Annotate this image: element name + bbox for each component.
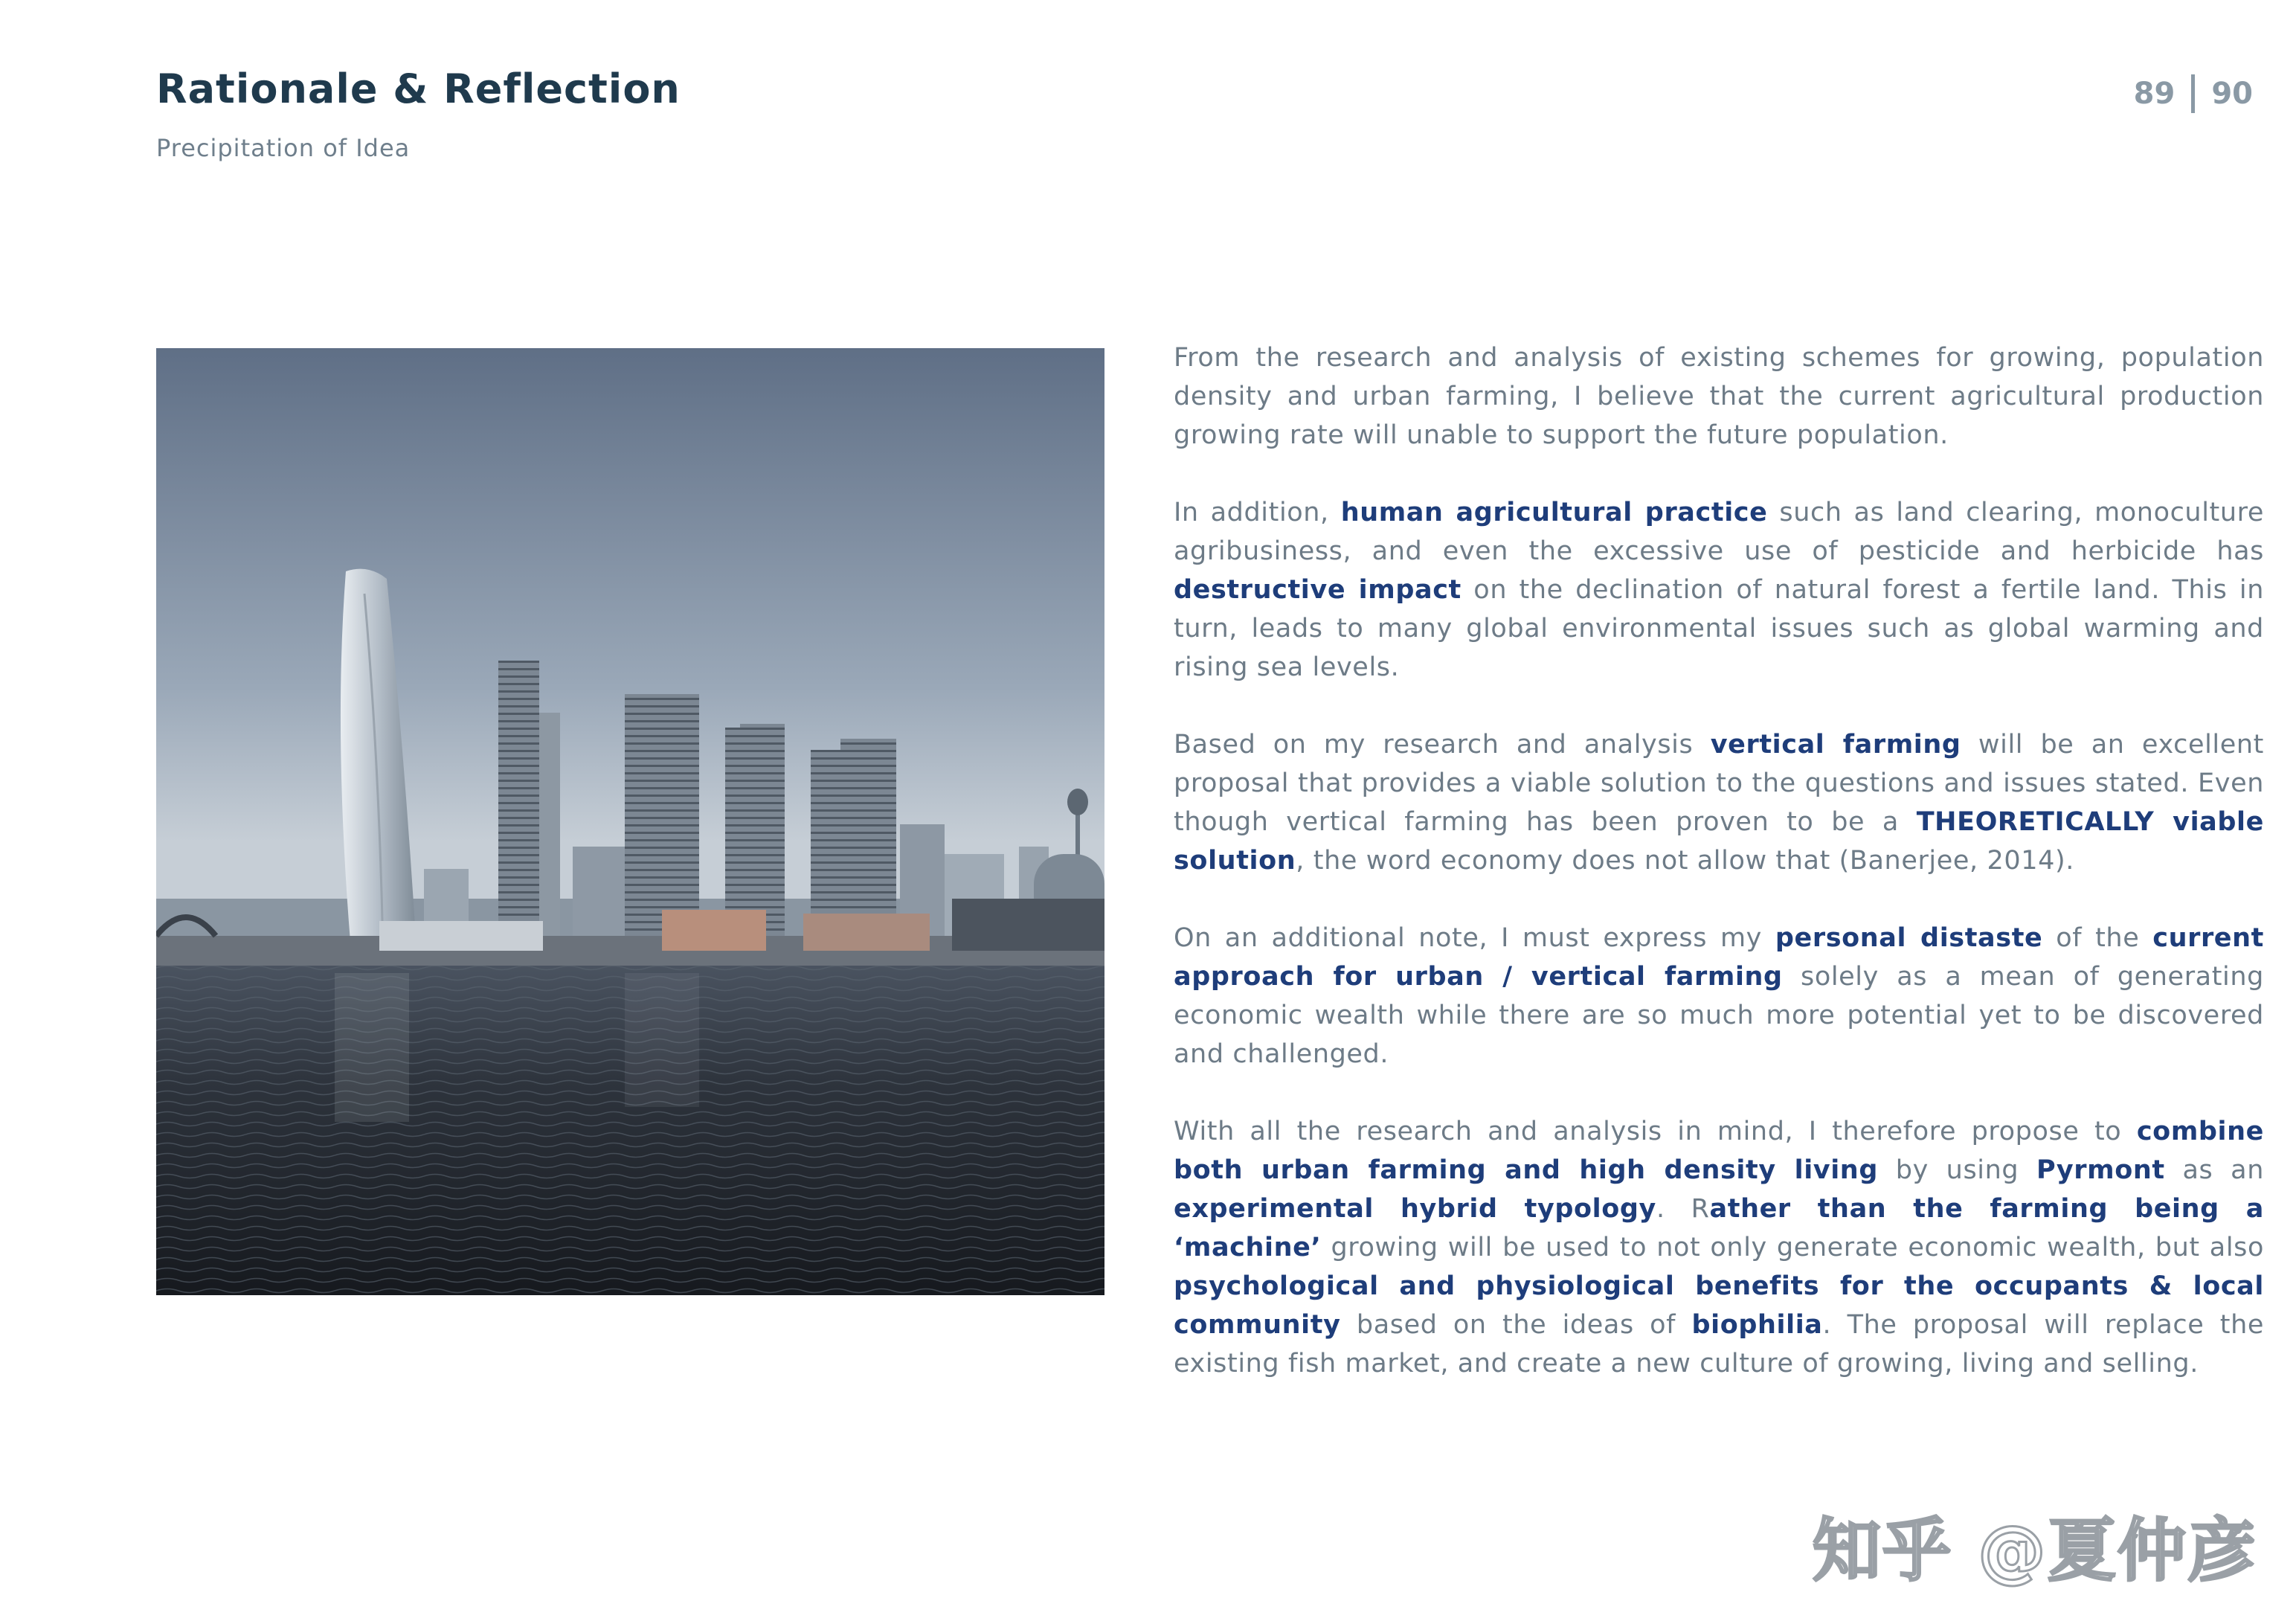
emphasis-text: personal distaste (1775, 923, 2043, 953)
text-run: such as land clearing, monoculture agribusiness, and even the excessive use of pesticide and herbicide has (1174, 498, 2265, 566)
text-run: In addition, (1174, 498, 1341, 527)
text-run: growing will be used to not only generate economic wealth, but also (1321, 1233, 2264, 1262)
text-run: based on the ideas of (1340, 1310, 1692, 1340)
skyline-photo (156, 348, 1104, 1295)
text-run: as an (2164, 1155, 2264, 1185)
page-number-divider (2191, 74, 2195, 113)
emphasis-text: biophilia (1691, 1310, 1823, 1340)
emphasis-text: destructive impact (1174, 575, 1461, 605)
paragraph-2 (1174, 493, 2264, 687)
emphasis-text: ather than the farming being a ‘machine’ (1174, 1194, 2264, 1262)
paragraph-5 (1174, 1112, 2264, 1383)
text-run: of the (2042, 923, 2153, 953)
text-run: . The proposal will replace the existing fish market, and create a new culture of growing, living and selling. (1174, 1310, 2264, 1379)
text-run: With all the research and analysis in mind, I therefore propose to (1174, 1117, 2137, 1146)
text-run: solely as a mean of generating economic wealth while there are so much more potential yet to be discovered and challenged. (1174, 962, 2264, 1069)
paragraph-3 (1174, 725, 2264, 880)
text-run: . R (1656, 1194, 1710, 1224)
paragraph-1-text: From the research and analysis of existing schemes for growing, population density and urban farming, I believe that the current agricultural production growing rate will unable to support the future population. (1174, 343, 2264, 450)
paragraph-4 (1174, 919, 2264, 1073)
emphasis-text: vertical farming (1710, 730, 1961, 760)
emphasis-text: THEORETICALLY viable solution (1174, 807, 2264, 876)
watermark: 知乎 @夏仲彦 (1812, 1511, 2257, 1591)
page-subtitle: Precipitation of Idea (156, 134, 411, 162)
page-numbers (2134, 74, 2253, 113)
skyline-illustration (156, 348, 1104, 1295)
paragraph-1 (1174, 338, 2264, 455)
emphasis-text: psychological and physiological benefits for the occupants & local community (1174, 1271, 2264, 1340)
text-run: on the declination of natural forest a fertile land. This in turn, leads to many global environmental issues such as global warming and rising sea levels. (1174, 575, 2264, 682)
emphasis-text: combine both urban farming and high density living (1174, 1117, 2264, 1185)
page-title: Rationale & Reflection (156, 65, 681, 112)
text-run: , the word economy does not allow that (Banerjee, 2014). (1296, 846, 2074, 876)
emphasis-text: human agricultural practice (1340, 498, 1768, 527)
text-run: Based on my research and analysis (1174, 730, 1711, 760)
emphasis-text: current approach for urban / vertical farming (1174, 923, 2264, 992)
text-run: On an additional note, I must express my (1174, 923, 1775, 953)
body-text (1174, 338, 2264, 1422)
text-run: by using (1877, 1155, 2036, 1185)
page-number-right: 90 (2211, 77, 2253, 111)
text-run: will be an excellent proposal that provides a viable solution to the questions and issues stated. Even though vertical farming has been proven to be a (1174, 730, 2264, 837)
page-number-left: 89 (2133, 77, 2176, 111)
emphasis-text: Pyrmont (2036, 1155, 2165, 1185)
emphasis-text: experimental hybrid typology (1174, 1194, 1656, 1224)
